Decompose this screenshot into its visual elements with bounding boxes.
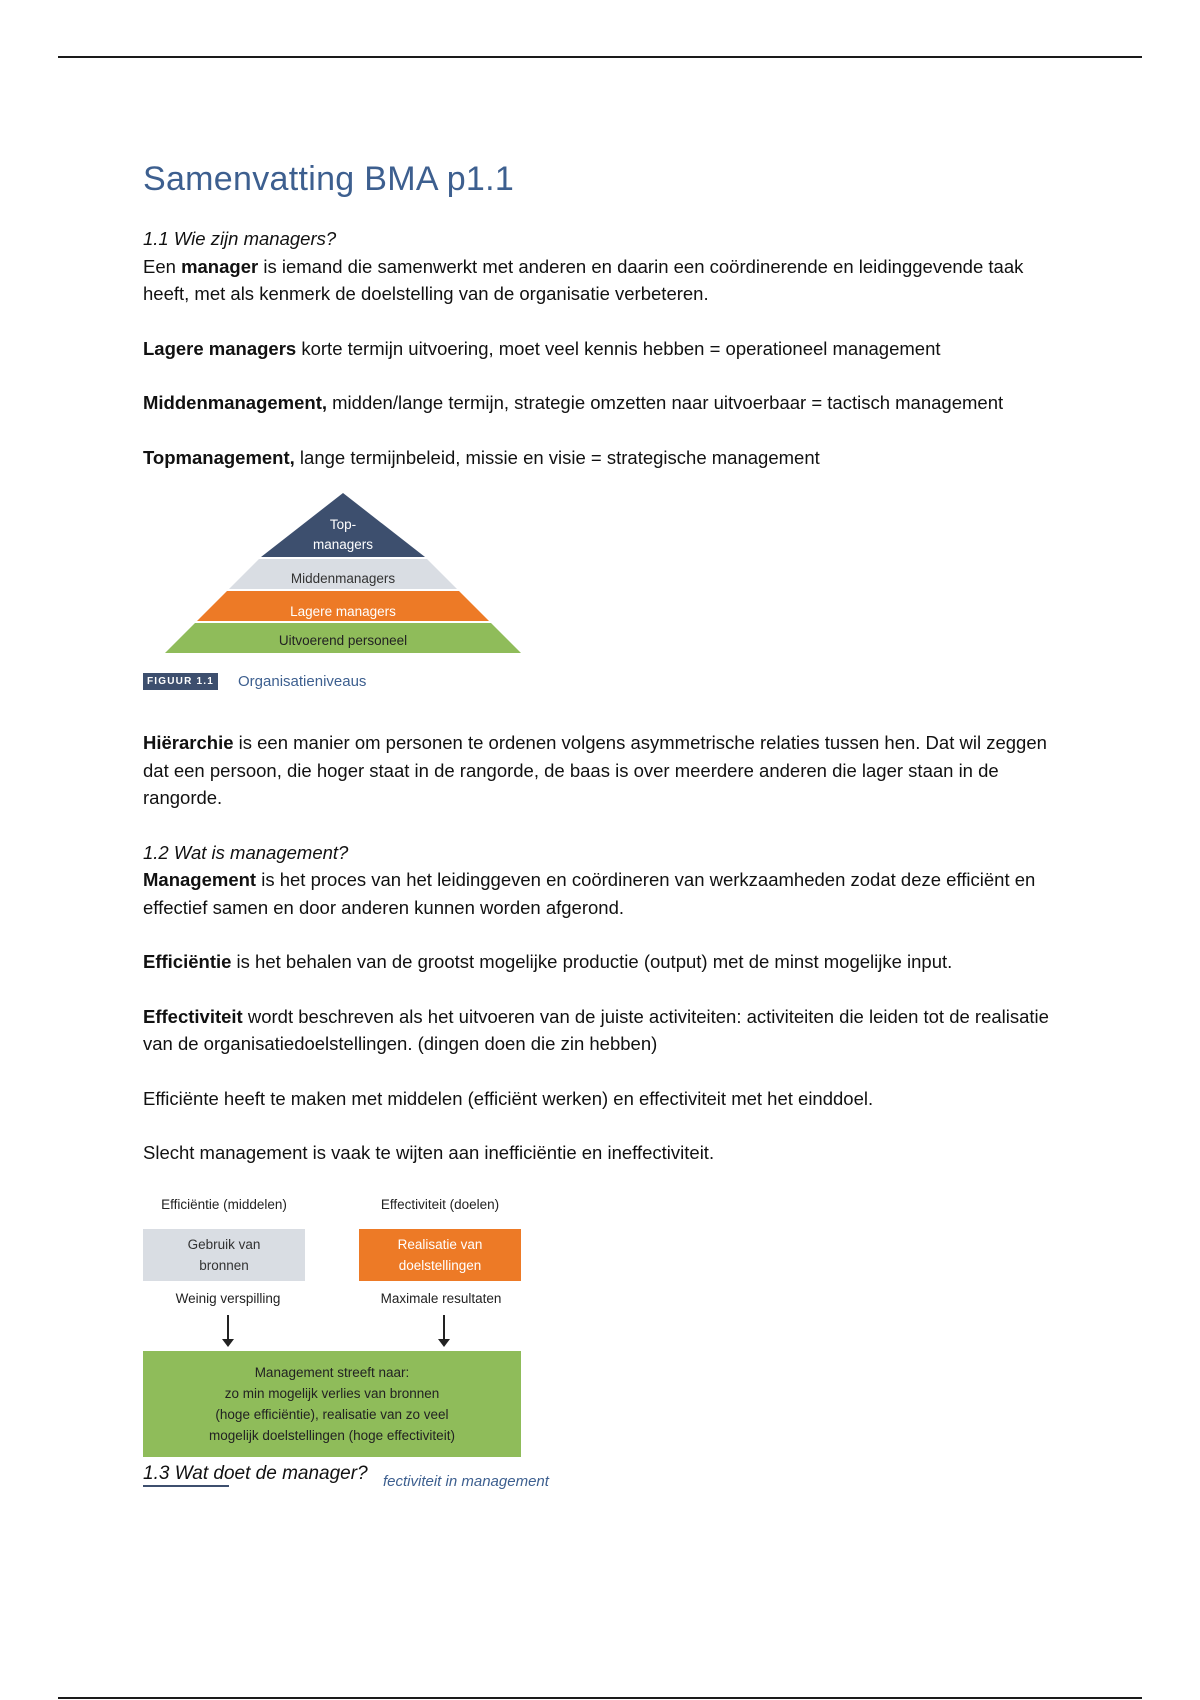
term-efficientie: Efficiëntie <box>143 951 232 972</box>
column-head-efficientie: Efficiëntie (middelen) <box>161 1196 287 1212</box>
pyramid-label-base: Uitvoerend personeel <box>278 633 408 648</box>
term-hierarchie: Hiërarchie <box>143 732 234 753</box>
pyramid-label-middle: Middenmanagers <box>290 571 396 586</box>
term-middenmanagement: Middenmanagement, <box>143 392 327 413</box>
term-management: Management <box>143 869 257 890</box>
figure-organisatieniveaus <box>143 493 543 703</box>
paragraph-manager <box>143 253 1063 308</box>
section-heading-1-3: 1.3 Wat doet de manager? <box>143 1462 368 1484</box>
arrow-down-icon <box>443 1315 445 1341</box>
text: wordt beschreven als het uitvoeren van de juiste activiteiten: activiteiten die leiden tot de realisatie van de organisatiedoelstellingen. (dingen doen die zin hebben) <box>143 1005 1049 1054</box>
text: is het proces van het leidinggeven en coördineren van werkzaamheden zodat deze efficiënt en effectief samen en door anderen kunnen worden afgerond. <box>143 869 1036 918</box>
box-realisatie-van-doelstellingen: Realisatie van doelstellingen <box>359 1229 521 1281</box>
text: korte termijn uitvoering, moet veel kennis hebben = operationeel management <box>296 337 941 359</box>
section-heading-1-2: 1.2 Wat is management? <box>143 841 349 863</box>
paragraph-topmanagement <box>143 444 1063 472</box>
column-head-effectiviteit: Effectiviteit (doelen) <box>380 1196 500 1212</box>
text: is het behalen van de grootst mogelijke productie (output) met de minst mogelijke input. <box>231 951 953 972</box>
text: Een <box>143 255 182 277</box>
pyramid-label-lower: Lagere managers <box>290 604 396 619</box>
figure-tag: FIGUUR 1.1 <box>143 673 218 690</box>
paragraph-efficientie <box>143 948 1063 976</box>
term-topmanagement: Topmanagement, <box>143 446 295 468</box>
document-body <box>143 160 1063 1491</box>
section-heading-1-1: 1.1 Wie zijn managers? <box>143 228 337 249</box>
text: is iemand die samenwerkt met anderen en daarin een coördinerende en leidinggevende taak heeft, met als kenmerk de doelstelling van de organisatie verbeteren. <box>143 255 1024 304</box>
paragraph-effectiviteit <box>143 1003 1063 1058</box>
paragraph-middenmanagement <box>143 389 1063 417</box>
document-title: Samenvatting BMA p1.1 <box>143 160 515 198</box>
text: lange termijnbeleid, missie en visie = strategische management <box>294 446 820 468</box>
paragraph-lagere-managers <box>143 335 1063 363</box>
paragraph-hierarchie <box>143 729 1063 812</box>
footer-rule <box>58 1697 1142 1699</box>
paragraph-efficiente: Efficiënte heeft te maken met middelen (efficiënt werken) en effectiviteit met het einddoel. <box>143 1087 874 1109</box>
text: midden/lange termijn, strategie omzetten naar uitvoerbaar = tactisch management <box>327 392 1004 413</box>
figure-caption <box>143 673 366 690</box>
pyramid-label-top: Top- managers <box>312 517 374 552</box>
note-maximale-resultaten: Maximale resultaten <box>380 1290 502 1306</box>
term-effectiviteit: Effectiviteit <box>143 1005 243 1027</box>
term-manager: manager <box>181 255 259 277</box>
term-lagere-managers: Lagere managers <box>143 337 297 359</box>
header-rule <box>58 56 1142 58</box>
box-management-streeft-naar: Management streeft naar: zo min mogelijk verlies van bronnen (hoge efficiëntie), realisatie van zo veel mogelijk doelstellingen (hoge effectiviteit) <box>143 1351 521 1457</box>
paragraph-slecht-management: Slecht management is vaak te wijten aan inefficiëntie en ineffectiviteit. <box>143 1142 715 1163</box>
figure-caption-text: Organisatieniveaus <box>238 673 367 690</box>
box-gebruik-van-bronnen: Gebruik van bronnen <box>143 1229 305 1281</box>
arrow-down-icon <box>227 1315 229 1341</box>
figure-efficientie-effectiviteit <box>143 1191 573 1491</box>
figure-caption-fragment: fectiviteit in management <box>383 1472 549 1490</box>
text: is een manier om personen te ordenen volgens asymmetrische relaties tussen hen. Dat wil zeggen dat een persoon, die hoger staat in de rangorde, de baas is over meerdere anderen die lager staan in de rangorde. <box>143 732 1047 808</box>
note-weinig-verspilling: Weinig verspilling <box>175 1290 281 1306</box>
paragraph-management <box>143 866 1063 921</box>
